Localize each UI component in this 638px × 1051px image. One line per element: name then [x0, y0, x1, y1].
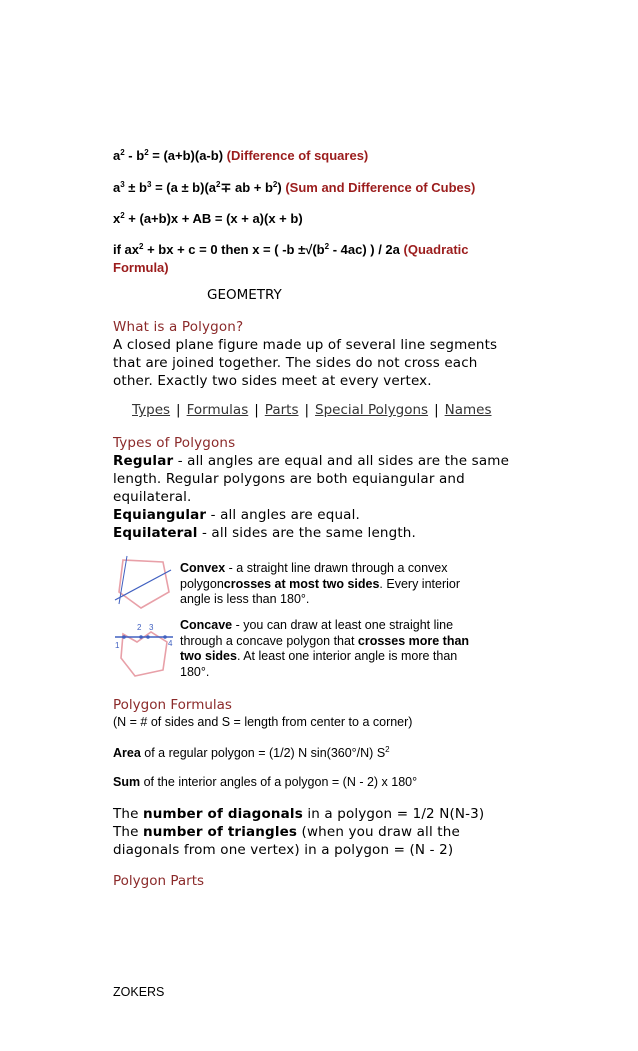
- area-formula: Area of a regular polygon = (1/2) N sin(360°/N) $S^2$: [113, 745, 390, 760]
- formula-factoring: $x^2 + (a+b)x$ + AB = (x + a)(x + b): [113, 211, 303, 226]
- formula-label: (Difference of squares): [226, 148, 369, 163]
- formulas-heading: Polygon Formulas: [113, 697, 232, 713]
- section-nav: Types | Formulas | Parts | Special Polygons | Names: [132, 402, 492, 418]
- formula-sum-difference-cubes: $a^3 \pm b^3 = (a \pm b)(a^2\mp$ ab + $b^2$) (Sum and Difference of Cubes): [113, 180, 476, 195]
- formula-label: (Sum and Difference of Cubes): [285, 180, 476, 195]
- nav-link-types[interactable]: Types: [132, 402, 171, 418]
- nav-link-formulas[interactable]: Formulas: [186, 402, 249, 418]
- concave-description: Concave - you can draw at least one straight line through a concave polygon that crosses more than two sides. At least one interior angle is more than 180°.: [180, 618, 470, 679]
- polygon-heading: What is a Polygon?: [113, 319, 244, 335]
- sum-formula: Sum of the interior angles of a polygon = (N - 2) x 180°: [113, 775, 418, 789]
- intersection-point: [139, 635, 143, 639]
- page-footer: ZOKERS: [113, 985, 165, 999]
- formula-quadratic: if $ax^2$ + bx + c = 0 then x = ( $-b \pm√(b^2 - 4ac)$ ) / 2a (Quadratic Formula): [113, 242, 469, 275]
- nav-link-parts[interactable]: Parts: [264, 402, 299, 418]
- intersection-point: [122, 635, 126, 639]
- diagonals-triangles: The number of diagonals in a polygon = 1/2 N(N-3) The number of triangles (when you draw all the diagonals from one vertex) in a polygon = (N - 2): [113, 806, 485, 858]
- section-title-geometry: GEOMETRY: [207, 287, 282, 303]
- nav-link-names[interactable]: Names: [444, 402, 492, 418]
- convex-polygon-figure: [113, 552, 173, 612]
- formula-difference-of-squares: $a^2 - b^2 = (a+b)(a-b)$ (Difference of squares): [113, 148, 369, 163]
- concave-label-3: 3: [149, 623, 154, 632]
- polygon-intro: What is a Polygon? A closed plane figure made up of several line segments that are joined together. The sides do not cross each other. Exactly two sides meet at every vertex.: [113, 319, 498, 389]
- concave-polygon-figure: [113, 618, 175, 680]
- concave-label-4: 4: [168, 639, 173, 648]
- types-heading: Types of Polygons: [113, 435, 236, 451]
- concave-label-1: 1: [115, 641, 120, 650]
- convex-description: Convex - a straight line drawn through a convex polygoncrosses at most two sides. Every interior angle is less than 180°.: [180, 561, 461, 606]
- intersection-point: [146, 635, 150, 639]
- concave-polygon: [121, 632, 167, 676]
- types-section: Types of Polygons Regular - all angles are equal and all sides are the same length. Regular polygons are both equiangular and equilateral. Equiangular - all angles are equal. Equilateral - all sides are the same length.: [113, 435, 510, 541]
- formulas-note: (N = # of sides and S = length from center to a corner): [113, 715, 413, 729]
- intersection-point: [163, 635, 167, 639]
- parts-heading: Polygon Parts: [113, 873, 205, 889]
- concave-label-2: 2: [137, 623, 142, 632]
- nav-link-special-polygons[interactable]: Special Polygons: [315, 402, 429, 418]
